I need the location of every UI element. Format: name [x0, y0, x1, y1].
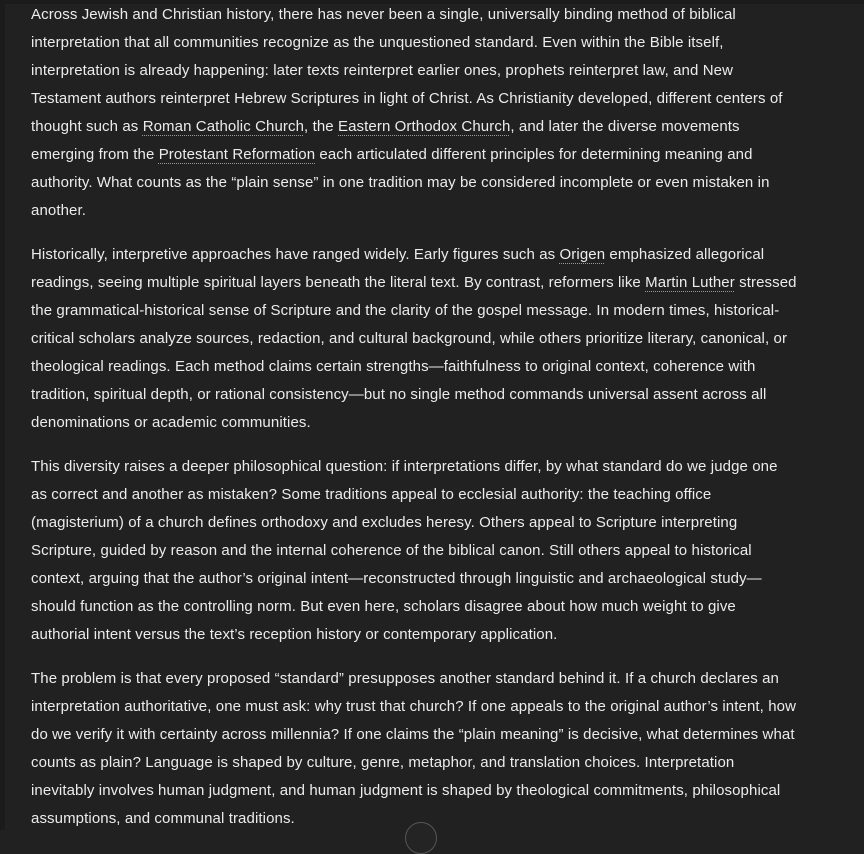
inline-link[interactable]: Protestant Reformation [158, 146, 316, 163]
article-body [31, 1, 797, 849]
text-run: , and later the diverse movements emerging from the [31, 118, 740, 163]
text-run: emphasized allegorical readings, seeing multiple spiritual layers beneath the literal text. By contrast, reformers like [31, 246, 765, 291]
scroll-to-bottom-button[interactable] [405, 822, 437, 854]
inline-link[interactable]: Eastern Orthodox Church [338, 118, 511, 135]
text-run: Across Jewish and Christian history, there has never been a single, universally binding method of biblical interpretation that all communities recognize as the unquestioned standard. Even within the Bible itself, interpretation is already happening: later texts reinterpret earlier ones, prophets reinterpret law, and New Testament authors reinterpret Hebrew Scriptures in light of Christ. As Christianity developed, different centers of thought such as [31, 6, 783, 135]
paragraph [31, 1, 797, 225]
text-run: This diversity raises a deeper philosophical question: if interpretations differ, by what standard do we judge one as correct and another as mistaken? Some traditions appeal to ecclesial authority: the teaching office (magisterium) of a church defines orthodoxy and excludes heresy. Others appeal to Scripture interpreting Scripture, guided by reason and the internal coherence of the biblical canon. Still others appeal to historical context, arguing that the author’s original intent—reconstructed through linguistic and archaeological study—should function as the controlling norm. But even here, scholars disagree about how much weight to give authorial intent versus the text’s reception history or contemporary application. [31, 458, 778, 643]
inline-link[interactable]: Martin Luther [645, 274, 735, 291]
inline-link[interactable]: Roman Catholic Church [142, 118, 305, 135]
text-run: The problem is that every proposed “standard” presupposes another standard behind it. If a church declares an interpretation authoritative, one must ask: why trust that church? If one appeals to the original author’s intent, how do we verify it with certainty across millennia? If one claims the “plain meaning” is decisive, what determines what counts as plain? Language is shaped by culture, genre, metaphor, and translation choices. Interpretation inevitably involves human judgment, and human judgment is shaped by theological commitments, philosophical assumptions, and communal traditions. [31, 670, 797, 827]
paragraph [31, 241, 797, 437]
text-run: , the [304, 118, 338, 135]
paragraph [31, 453, 797, 649]
window-left-edge [0, 0, 5, 830]
text-run: stressed the grammatical-historical sense of Scripture and the clarity of the gospel message. In modern times, historical-critical scholars analyze sources, redaction, and cultural background, while others prioritize literary, canonical, or theological readings. Each method claims certain strengths—faithfulness to original context, coherence with tradition, spiritual depth, or rational consistency—but no single method commands universal assent across all denominations or academic communities. [31, 274, 797, 431]
text-run: each articulated different principles for determining meaning and authority. What counts as the “plain sense” in one tradition may be considered incomplete or even mistaken in another. [31, 146, 770, 219]
paragraph [31, 665, 797, 833]
text-run: Historically, interpretive approaches have ranged widely. Early figures such as [31, 246, 560, 263]
inline-link[interactable]: Origen [559, 246, 606, 263]
